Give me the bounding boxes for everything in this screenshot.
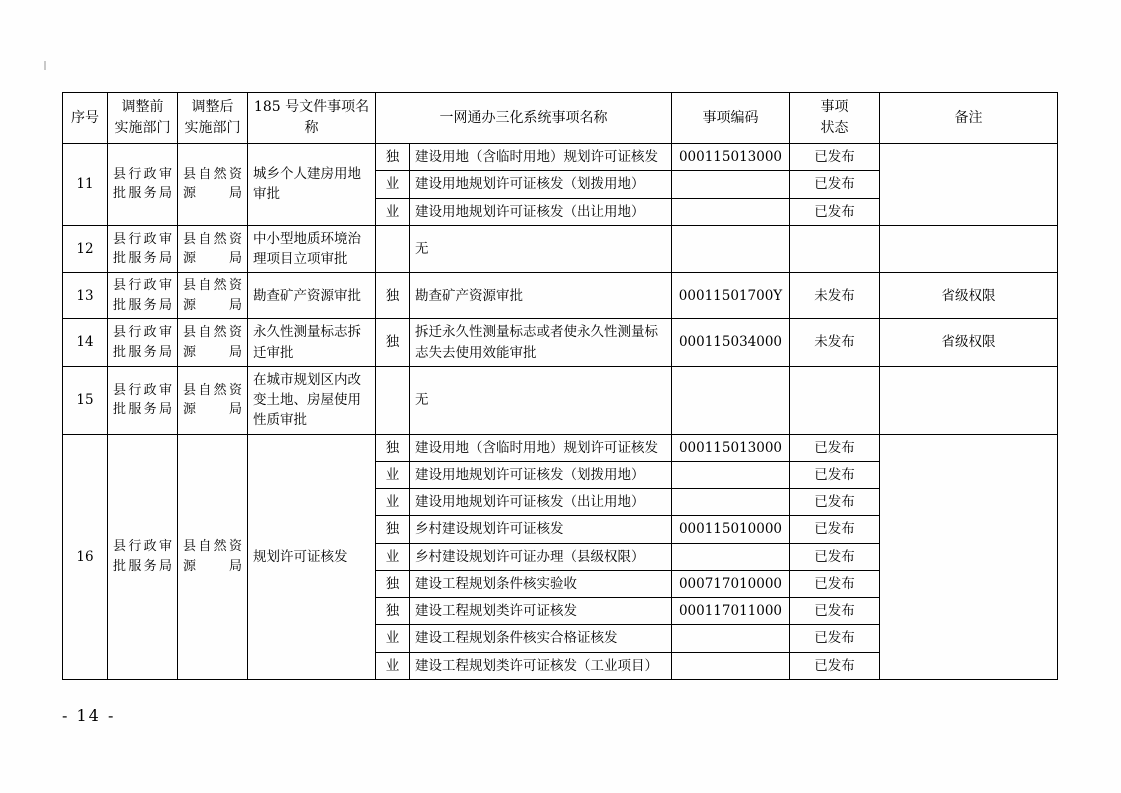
dept-before-line2: 批服务局 (113, 186, 172, 202)
cell-doc185-name: 中小型地质环境治理项目立项审批 (248, 225, 376, 273)
header-status-line1: 事项 (820, 99, 849, 115)
cell-status: 已发布 (790, 652, 880, 679)
cell-dept-before (108, 434, 178, 679)
cell-system-name: 建设用地（含临时用地）规划许可证核发 (410, 434, 672, 461)
cell-status: 已发布 (790, 516, 880, 543)
cell-system-name: 建设工程规划条件核实验收 (410, 570, 672, 597)
table-header-row (63, 93, 1058, 144)
cell-remark: 省级权限 (880, 273, 1058, 319)
dept-before-line1: 县行政审 (113, 166, 172, 182)
cell-dept-after (178, 273, 248, 319)
cell-flag: 独 (376, 570, 410, 597)
cell-code: 000115034000 (672, 319, 790, 367)
cell-code: 000115010000 (672, 516, 790, 543)
dept-after-line1: 县自然资 (183, 325, 242, 340)
cell-dept-before (108, 144, 178, 226)
table-row (63, 366, 1058, 434)
cell-flag: 独 (376, 144, 410, 171)
dept-before-line2: 批服务局 (113, 344, 172, 360)
cell-status: 已发布 (790, 171, 880, 198)
dept-before-line1: 县行政审 (113, 278, 172, 294)
cell-seq: 16 (63, 434, 108, 679)
cell-flag: 业 (376, 198, 410, 225)
cell-system-name: 乡村建设规划许可证核发 (410, 516, 672, 543)
cell-doc185-name: 在城市规划区内改变土地、房屋使用性质审批 (248, 366, 376, 434)
header-dept-before-line2: 实施部门 (114, 120, 171, 136)
cell-code (672, 652, 790, 679)
cell-code (672, 489, 790, 516)
header-dept-after-line1: 调整后 (191, 99, 234, 115)
header-dept-after (178, 93, 248, 144)
cell-status: 已发布 (790, 198, 880, 225)
cell-dept-after (178, 144, 248, 226)
cell-dept-before (108, 366, 178, 434)
cell-status: 已发布 (790, 598, 880, 625)
cell-dept-before (108, 225, 178, 273)
cell-system-name: 无 (410, 225, 672, 273)
table-row (63, 319, 1058, 367)
cell-code: 000115013000 (672, 144, 790, 171)
cell-seq: 13 (63, 273, 108, 319)
dept-before-line1: 县行政审 (113, 325, 172, 340)
cell-code (672, 225, 790, 273)
cell-dept-before (108, 319, 178, 367)
cell-doc185-name: 永久性测量标志拆迁审批 (248, 319, 376, 367)
cell-seq: 15 (63, 366, 108, 434)
cell-remark (880, 144, 1058, 226)
cell-status: 已发布 (790, 625, 880, 652)
cell-status: 未发布 (790, 319, 880, 367)
cell-flag: 独 (376, 434, 410, 461)
table-row (63, 144, 1058, 171)
cell-status (790, 366, 880, 434)
cell-system-name: 拆迁永久性测量标志或者使永久性测量标志失去使用效能审批 (410, 319, 672, 367)
cell-code: 000115013000 (672, 434, 790, 461)
cell-seq: 11 (63, 144, 108, 226)
page-number: - 14 - (62, 706, 116, 725)
cell-dept-after (178, 366, 248, 434)
cell-status: 已发布 (790, 570, 880, 597)
cell-code: 00011501700Y (672, 273, 790, 319)
header-status-line2: 状态 (820, 120, 849, 136)
dept-after-line2: 源局 (183, 251, 242, 266)
cell-doc185-name: 规划许可证核发 (248, 434, 376, 679)
cell-status: 未发布 (790, 273, 880, 319)
header-status (790, 93, 880, 144)
cell-status: 已发布 (790, 543, 880, 570)
header-system-name: 一网通办三化系统事项名称 (376, 93, 672, 144)
header-dept-after-line2: 实施部门 (184, 120, 241, 136)
cell-dept-before (108, 273, 178, 319)
dept-after-line1: 县自然资 (183, 278, 242, 294)
cell-seq: 12 (63, 225, 108, 273)
header-code: 事项编码 (672, 93, 790, 144)
cell-flag: 独 (376, 273, 410, 319)
cell-system-name: 建设工程规划类许可证核发 (410, 598, 672, 625)
dept-after-line2: 源局 (183, 558, 242, 574)
table-row (63, 434, 1058, 461)
cell-code (672, 171, 790, 198)
cell-dept-after (178, 225, 248, 273)
cell-flag: 业 (376, 171, 410, 198)
cell-status: 已发布 (790, 144, 880, 171)
cell-remark (880, 366, 1058, 434)
cell-flag: 业 (376, 543, 410, 570)
cell-flag (376, 225, 410, 273)
cell-doc185-name: 城乡个人建房用地审批 (248, 144, 376, 226)
header-dept-before-line1: 调整前 (121, 99, 164, 115)
table-row (63, 273, 1058, 319)
cell-flag: 独 (376, 598, 410, 625)
cell-code (672, 366, 790, 434)
cell-code (672, 461, 790, 488)
cell-dept-after (178, 319, 248, 367)
header-remark: 备注 (880, 93, 1058, 144)
cell-remark (880, 225, 1058, 273)
cell-flag: 业 (376, 625, 410, 652)
dept-before-line2: 批服务局 (113, 558, 172, 574)
cell-system-name: 建设工程规划条件核实合格证核发 (410, 625, 672, 652)
dept-after-line1: 县自然资 (183, 539, 242, 555)
cell-flag: 业 (376, 652, 410, 679)
cell-system-name: 建设用地规划许可证核发（划拨用地） (410, 461, 672, 488)
cell-status: 已发布 (790, 434, 880, 461)
cell-dept-after (178, 434, 248, 679)
cell-status: 已发布 (790, 489, 880, 516)
dept-before-line2: 批服务局 (113, 297, 172, 313)
cell-remark (880, 434, 1058, 679)
cell-code: 000117011000 (672, 598, 790, 625)
dept-before-line1: 县行政审 (113, 539, 172, 555)
cell-code: 000717010000 (672, 570, 790, 597)
cell-system-name: 无 (410, 366, 672, 434)
table-row (63, 225, 1058, 273)
cell-system-name: 建设用地（含临时用地）规划许可证核发 (410, 144, 672, 171)
cell-seq: 14 (63, 319, 108, 367)
cell-status: 已发布 (790, 461, 880, 488)
cell-system-name: 建设用地规划许可证核发（划拨用地） (410, 171, 672, 198)
cell-system-name: 建设用地规划许可证核发（出让用地） (410, 198, 672, 225)
cell-code (672, 198, 790, 225)
cell-flag: 业 (376, 461, 410, 488)
cell-flag: 业 (376, 489, 410, 516)
dept-after-line1: 县自然资 (183, 231, 242, 247)
dept-after-line1: 县自然资 (183, 166, 242, 182)
margin-tick-mark (44, 61, 46, 70)
dept-before-line2: 批服务局 (113, 402, 172, 418)
dept-after-line1: 县自然资 (183, 382, 242, 398)
cell-flag: 独 (376, 516, 410, 543)
dept-before-line1: 县行政审 (113, 231, 172, 247)
dept-after-line2: 源局 (183, 344, 242, 360)
matters-table (62, 92, 1058, 680)
cell-system-name: 建设用地规划许可证核发（出让用地） (410, 489, 672, 516)
cell-system-name: 勘查矿产资源审批 (410, 273, 672, 319)
dept-before-line1: 县行政审 (113, 382, 172, 398)
header-seq: 序号 (63, 93, 108, 144)
cell-doc185-name: 勘查矿产资源审批 (248, 273, 376, 319)
dept-after-line2: 源局 (183, 402, 242, 418)
dept-after-line2: 源局 (183, 186, 242, 202)
cell-flag (376, 366, 410, 434)
cell-remark: 省级权限 (880, 319, 1058, 367)
dept-before-line2: 批服务局 (113, 251, 172, 266)
cell-status (790, 225, 880, 273)
cell-flag: 独 (376, 319, 410, 367)
cell-system-name: 乡村建设规划许可证办理（县级权限） (410, 543, 672, 570)
header-doc185-name: 185 号文件事项名称 (248, 93, 376, 144)
cell-code (672, 625, 790, 652)
cell-system-name: 建设工程规划类许可证核发（工业项目） (410, 652, 672, 679)
dept-after-line2: 源局 (183, 297, 242, 313)
header-dept-before (108, 93, 178, 144)
cell-code (672, 543, 790, 570)
